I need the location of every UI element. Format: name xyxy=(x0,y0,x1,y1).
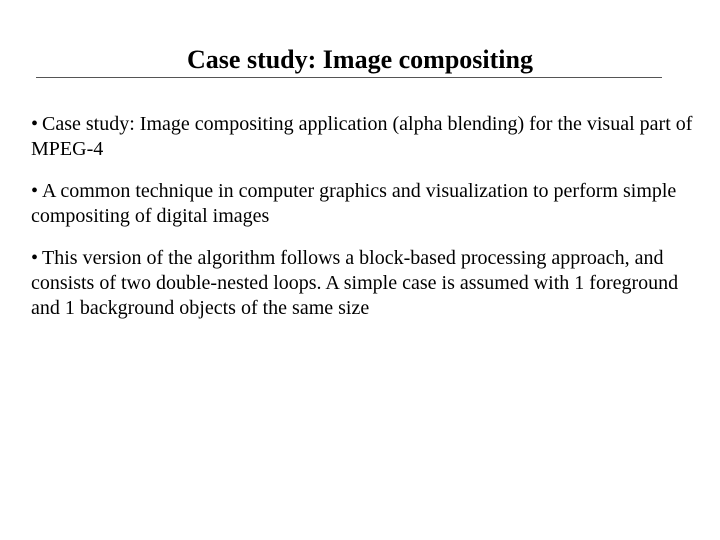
bullet-text: Case study: Image compositing application (alpha blending) for the visual part of MPEG-4 xyxy=(31,113,693,160)
bullet-text: A common technique in computer graphics and visualization to perform simple compositing of digital images xyxy=(31,180,677,227)
bullet-item xyxy=(31,179,703,229)
bullet-dot-icon: • xyxy=(31,180,39,202)
bullet-dot-icon: • xyxy=(31,113,39,135)
title-divider xyxy=(36,77,662,78)
bullet-item xyxy=(31,246,703,321)
bullet-item xyxy=(31,112,703,162)
bullet-dot-icon: • xyxy=(31,247,39,269)
slide-title: Case study: Image compositing xyxy=(187,45,533,74)
bullet-list xyxy=(31,112,703,338)
bullet-text: This version of the algorithm follows a block-based processing approach, and consists of two double-nested loops. A simple case is assumed with 1 foreground and 1 background objects of the same size xyxy=(31,247,679,319)
